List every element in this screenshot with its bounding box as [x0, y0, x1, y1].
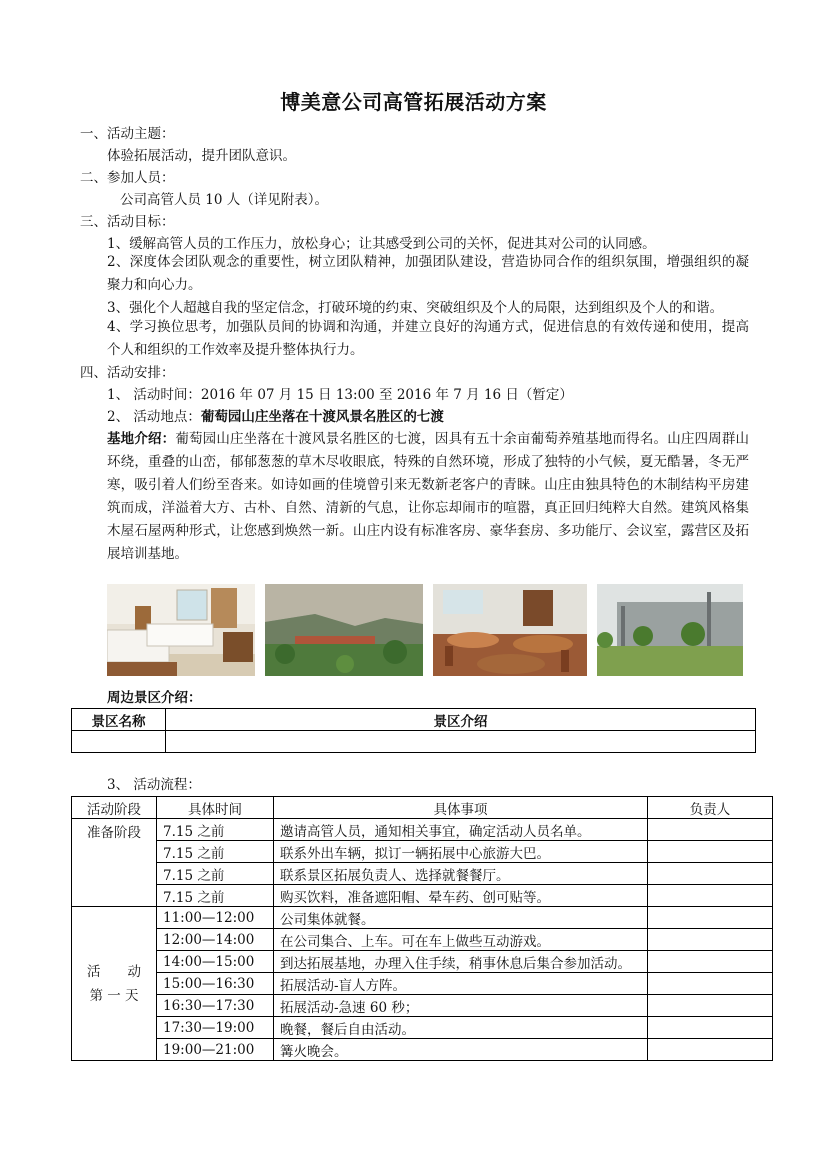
section-2-body: 公司高管人员 10 人（详见附表）。 — [120, 192, 329, 208]
flow-table — [71, 796, 773, 1061]
task-cell: 拓展活动-盲人方阵。 — [274, 973, 648, 995]
column-header: 景区名称 — [72, 709, 166, 731]
owner-cell — [648, 1017, 773, 1039]
photo-guest-room — [107, 584, 255, 676]
table-row — [72, 929, 773, 951]
photo-landscape — [265, 584, 423, 676]
column-header: 具体时间 — [157, 797, 274, 819]
activity-time: 1、 活动时间：2016 年 07 月 15 日 13:00 至 2016 年 7 月 16 日（暂定） — [107, 387, 573, 403]
photo-dining-hall — [433, 584, 587, 676]
owner-cell — [648, 885, 773, 907]
time-cell: 11:00—12:00 — [157, 907, 274, 929]
time-cell: 12:00—14:00 — [157, 929, 274, 951]
goal-item-4: 4、学习换位思考，加强队员间的协调和沟通，并建立良好的沟通方式，促进信息的有效传递和使用，提高个人和组织的工作效率及提升整体执行力。 — [107, 319, 749, 358]
base-intro-label: 基地介绍： — [107, 431, 176, 447]
column-header: 活动阶段 — [72, 797, 157, 819]
time-cell: 14:00—15:00 — [157, 951, 274, 973]
base-intro-text: 葡萄园山庄坐落在十渡风景名胜区的七渡，因具有五十余亩葡萄养殖基地而得名。山庄四周群山环绕，重叠的山峦，郁郁葱葱的草木尽收眼底，特殊的自然环境，形成了独特的小气候，夏无酷暑，冬无严寒，吸引着人们纷至沓来。如诗如画的佳境曾引来无数新老客户的青睐。山庄由独具特色的木制结构平房建筑而成，洋溢着大方、古朴、自然、清新的气息，让你忘却闹市的喧嚣，真正回归纯粹大自然。建筑风格集木屋石屋两种形式，让您感到焕然一新。山庄内设有标准客房、豪华套房、多功能厅、会议室，露营区及拓展培训基地。 — [107, 431, 750, 562]
task-cell: 购买饮料，准备遮阳帽、晕车药、创可贴等。 — [274, 885, 648, 907]
table-row — [72, 973, 773, 995]
activity-place-label: 2、 活动地点： — [107, 409, 201, 425]
table-cell — [166, 731, 756, 753]
task-cell: 联系景区拓展负责人、选择就餐餐厅。 — [274, 863, 648, 885]
table-row — [72, 907, 773, 929]
photo-training-field — [597, 584, 743, 676]
section-1-heading: 一、活动主题： — [80, 126, 175, 142]
table-row — [72, 885, 773, 907]
owner-cell — [648, 819, 773, 841]
task-cell: 邀请高管人员，通知相关事宜，确定活动人员名单。 — [274, 819, 648, 841]
table-row — [72, 841, 773, 863]
owner-cell — [648, 951, 773, 973]
column-header: 负责人 — [648, 797, 773, 819]
time-cell: 7.15 之前 — [157, 841, 274, 863]
stage-cell — [72, 907, 157, 1061]
time-cell: 15:00—16:30 — [157, 973, 274, 995]
owner-cell — [648, 1039, 773, 1061]
activity-place — [107, 407, 444, 427]
task-cell: 篝火晚会。 — [274, 1039, 648, 1061]
table-row — [72, 731, 756, 753]
table-row — [72, 819, 773, 841]
table-row — [72, 863, 773, 885]
owner-cell — [648, 929, 773, 951]
table-row — [72, 797, 773, 819]
stage-label-line-2: 第 一 天 — [89, 987, 139, 1004]
venue-photos — [107, 584, 743, 676]
task-cell: 拓展活动-急速 60 秒； — [274, 995, 648, 1017]
owner-cell — [648, 841, 773, 863]
table-row — [72, 1017, 773, 1039]
owner-cell — [648, 973, 773, 995]
activity-place-value: 葡萄园山庄坐落在十渡风景名胜区的七渡 — [200, 409, 444, 425]
scenic-table — [71, 708, 756, 753]
column-header: 具体事项 — [274, 797, 648, 819]
time-cell: 7.15 之前 — [157, 863, 274, 885]
task-cell: 晚餐，餐后自由活动。 — [274, 1017, 648, 1039]
owner-cell — [648, 907, 773, 929]
task-cell: 联系外出车辆，拟订一辆拓展中心旅游大巴。 — [274, 841, 648, 863]
table-row — [72, 1039, 773, 1061]
scenic-intro-label: 周边景区介绍： — [107, 690, 202, 706]
stage-label-line-1: 活 动 — [87, 963, 141, 980]
goal-item-3: 3、强化个人超越自我的坚定信念，打破环境的约束、突破组织及个人的局限，达到组织及个人的和谐。 — [107, 300, 724, 316]
owner-cell — [648, 995, 773, 1017]
document-title: 博美意公司高管拓展活动方案 — [280, 90, 547, 114]
time-cell: 16:30—17:30 — [157, 995, 274, 1017]
goal-item-1: 1、缓解高管人员的工作压力，放松身心；让其感受到公司的关怀，促进其对公司的认同感。 — [107, 236, 656, 252]
section-4-heading: 四、活动安排： — [80, 365, 175, 381]
time-cell: 7.15 之前 — [157, 819, 274, 841]
stage-cell: 准备阶段 — [72, 819, 157, 907]
time-cell: 19:00—21:00 — [157, 1039, 274, 1061]
task-cell: 公司集体就餐。 — [274, 907, 648, 929]
section-1-body: 体验拓展活动，提升团队意识。 — [107, 148, 296, 164]
time-cell: 17:30—19:00 — [157, 1017, 274, 1039]
table-row — [72, 709, 756, 731]
table-row — [72, 995, 773, 1017]
table-cell — [72, 731, 166, 753]
time-cell: 7.15 之前 — [157, 885, 274, 907]
column-header: 景区介绍 — [166, 709, 756, 731]
owner-cell — [648, 863, 773, 885]
goal-item-2: 2、深度体会团队观念的重要性，树立团队精神，加强团队建设，营造协同合作的组织氛围，增强组织的凝聚力和向心力。 — [107, 254, 749, 293]
task-cell: 在公司集合、上车。可在车上做些互动游戏。 — [274, 929, 648, 951]
section-2-heading: 二、参加人员： — [80, 170, 175, 186]
flow-label: 3、 活动流程： — [107, 777, 201, 793]
section-3-heading: 三、活动目标： — [80, 214, 175, 230]
task-cell: 到达拓展基地，办理入住手续，稍事休息后集合参加活动。 — [274, 951, 648, 973]
base-intro — [107, 428, 749, 566]
table-row — [72, 951, 773, 973]
